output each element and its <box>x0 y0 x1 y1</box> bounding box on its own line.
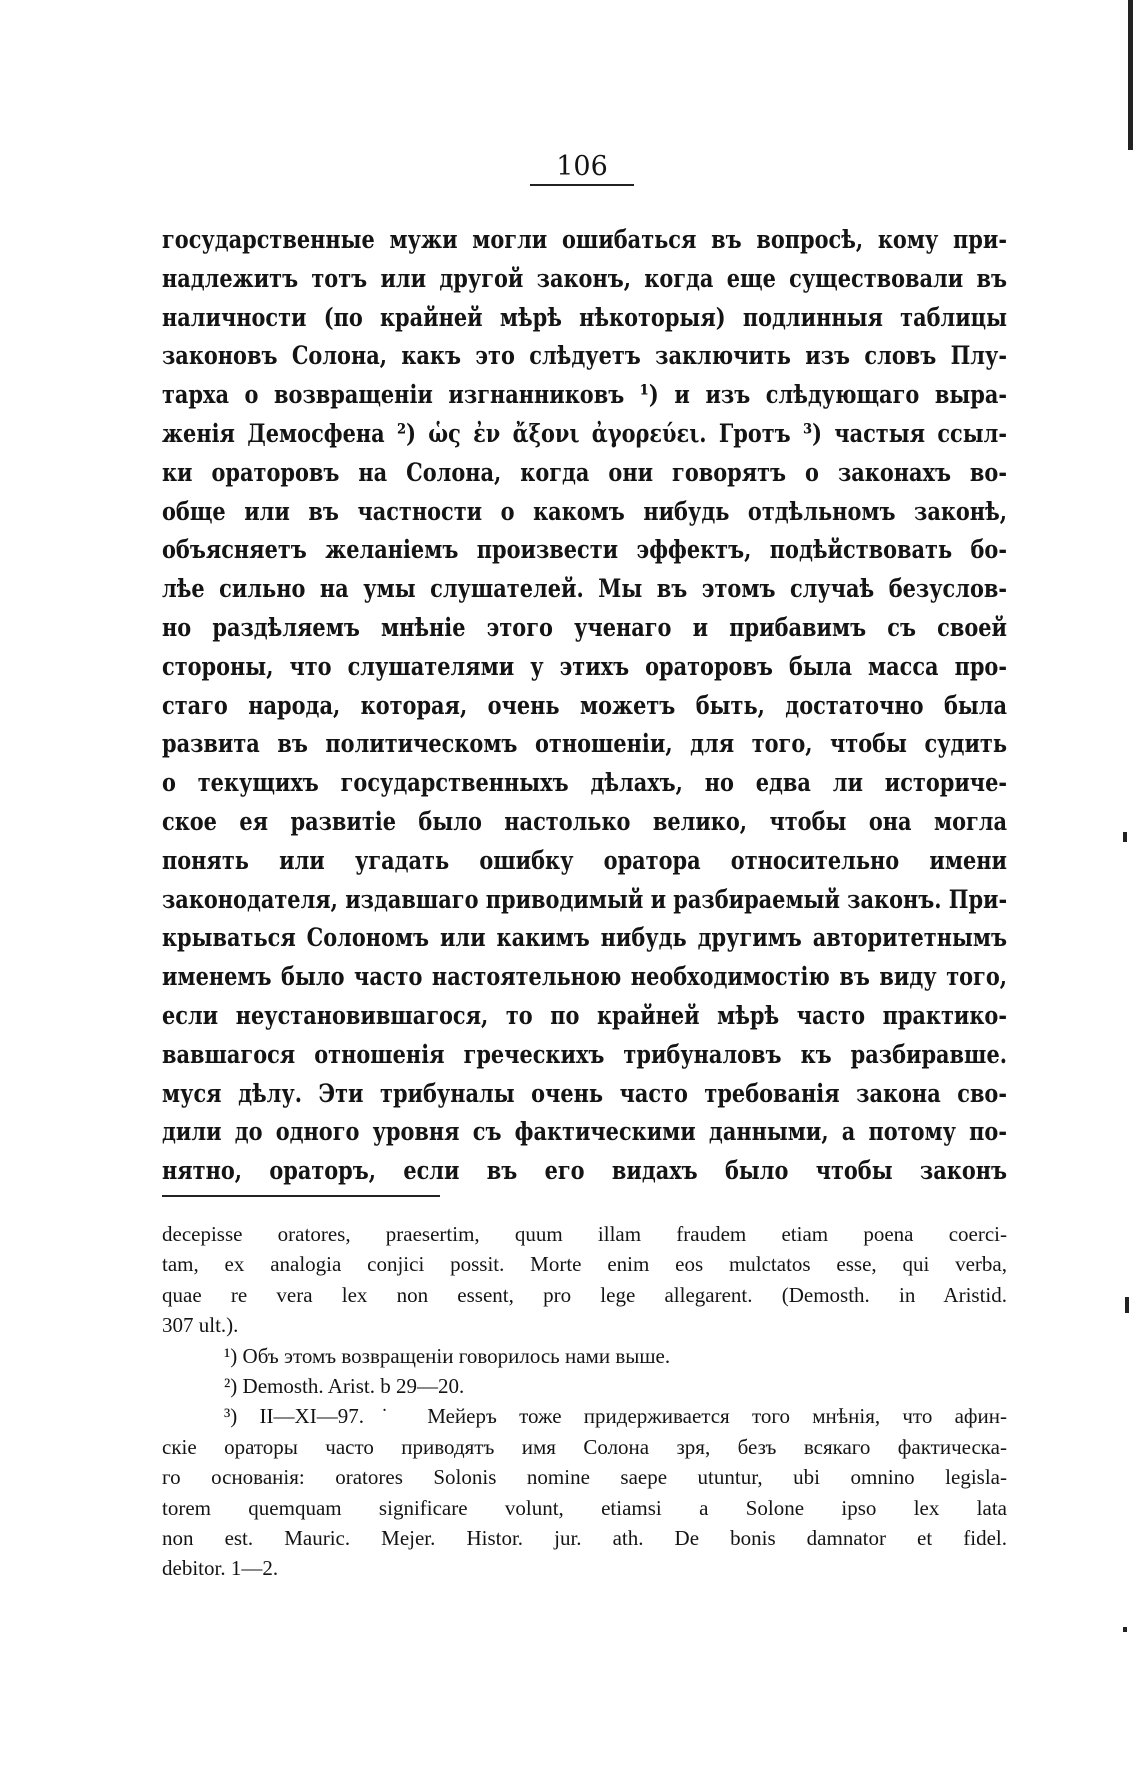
body-text-line: государственные мужи могли ошибаться въ вопросѣ, кому при- <box>162 225 1007 254</box>
body-text-line: муся дѣлу. Эти трибуналы очень часто требованія закона сво- <box>162 1078 1007 1108</box>
body-text-line: именемъ было часто настоятельною необходимостію въ виду того, <box>162 962 1007 992</box>
scan-speck <box>1123 832 1127 842</box>
body-text-line: ское ея развитіе было настолько велико, чтобы она могла <box>162 806 1007 836</box>
body-text-line: надлежитъ тотъ или другой законъ, когда еще существовали въ <box>162 263 1007 293</box>
body-text-line: обще или въ частности о какомъ нибудь отдѣльномъ законѣ, <box>162 496 1007 526</box>
footnote-continuation-line: 307 ult.). <box>162 1313 239 1338</box>
footnotes <box>162 1219 1007 1584</box>
scan-speck <box>1123 1627 1127 1632</box>
body-text-line: о текущихъ государственныхъ дѣлахъ, но едва ли историче- <box>162 768 1007 798</box>
footnote-2: ²) Demosth. Arist. b 29—20. <box>224 1374 465 1399</box>
body-text-line: но раздѣляемъ мнѣніе этого ученаго и прибавимъ съ своей <box>162 612 1007 642</box>
footnote-rule <box>162 1195 440 1197</box>
body-text <box>162 221 1007 1191</box>
body-text-line: если неустановившагося, то по крайней мѣрѣ часто практико- <box>162 1000 1007 1030</box>
body-text-line: развита въ политическомъ отношеніи, для того, чтобы судить <box>162 729 1007 759</box>
scan-edge-mark <box>1128 0 1133 150</box>
body-text-line: крываться Солономъ или какимъ нибудь другимъ авторитетнымъ <box>162 923 1007 953</box>
footnote-continuation-line: decepisse oratores, praesertim, quum illam fraudem etiam poena coerci- <box>162 1222 1007 1246</box>
body-text-line: ки ораторовъ на Солона, когда они говорятъ о законахъ во- <box>162 457 1007 487</box>
body-text-line: понять или угадать ошибку оратора относительно имени <box>162 845 1007 875</box>
body-text-line: лѣе сильно на умы слушателей. Мы въ этомъ случаѣ безуслов- <box>162 574 1007 604</box>
footnote-continuation-line: quae re vera lex non essent, pro lege allegarent. (Demosth. in Aristid. <box>162 1282 1007 1307</box>
body-text-line: вавшагося отношенія греческихъ трибуналовъ къ разбиравше. <box>162 1039 1007 1069</box>
body-text-line: объясняетъ желаніемъ произвести эффектъ, подѣйствовать бо- <box>162 535 1007 565</box>
footnote-3-line: debitor. 1—2. <box>162 1556 279 1581</box>
body-text-line: стаго народа, которая, очень можетъ быть, достаточно была <box>162 690 1007 720</box>
footnote-continuation-line: tam, ex analogia conjici possit. Morte enim eos mulctatos esse, qui verba, <box>162 1252 1007 1277</box>
body-text-line: наличности (по крайней мѣрѣ нѣкоторыя) подлинныя таблицы <box>162 302 1007 332</box>
body-text-line: нятно, ораторъ, если въ его видахъ было чтобы законъ <box>162 1156 1007 1186</box>
body-text-line: женія Демосфена ²) ὡς ἐν ἄξονι ἀγορεύει. Гротъ ³) частыя ссыл- <box>162 418 1007 448</box>
footnote-3-line: non est. Mauric. Mejer. Histor. jur. ath. De bonis damnator et fidel. <box>162 1526 1007 1551</box>
footnote-3-line: torem quemquam significare volunt, etiamsi a Solone ipso lex lata <box>162 1495 1007 1520</box>
footnote-3-line: скіе ораторы часто приводятъ имя Солона зря, безъ всякаго фактическа- <box>162 1434 1007 1459</box>
footnote-3-line: го основанія: oratores Solonis nomine saepe utuntur, ubi omnino legisla- <box>162 1465 1007 1490</box>
body-text-line: дили до одного уровня съ фактическими данными, а потому по- <box>162 1117 1007 1147</box>
page-number: 106 <box>530 150 634 186</box>
body-text-line: тарха о возвращеніи изгнанниковъ ¹) и изъ слѣдующаго выра- <box>162 380 1007 410</box>
body-text-line: стороны, что слушателями у этихъ ораторовъ была масса про- <box>162 651 1007 681</box>
scan-speck <box>1125 1297 1129 1313</box>
footnote-1: ¹) Объ этомъ возвращеніи говорилось нами выше. <box>224 1343 671 1368</box>
footnote-3-line: ³) II—XI—97.˙ Мейеръ тоже придерживается того мнѣнія, что афин- <box>224 1404 1007 1429</box>
body-text-line: законодателя, издавшаго приводимый и разбираемый законъ. При- <box>162 884 1008 914</box>
body-text-line: законовъ Солона, какъ это слѣдуетъ заключить изъ словъ Плу- <box>162 341 1007 371</box>
